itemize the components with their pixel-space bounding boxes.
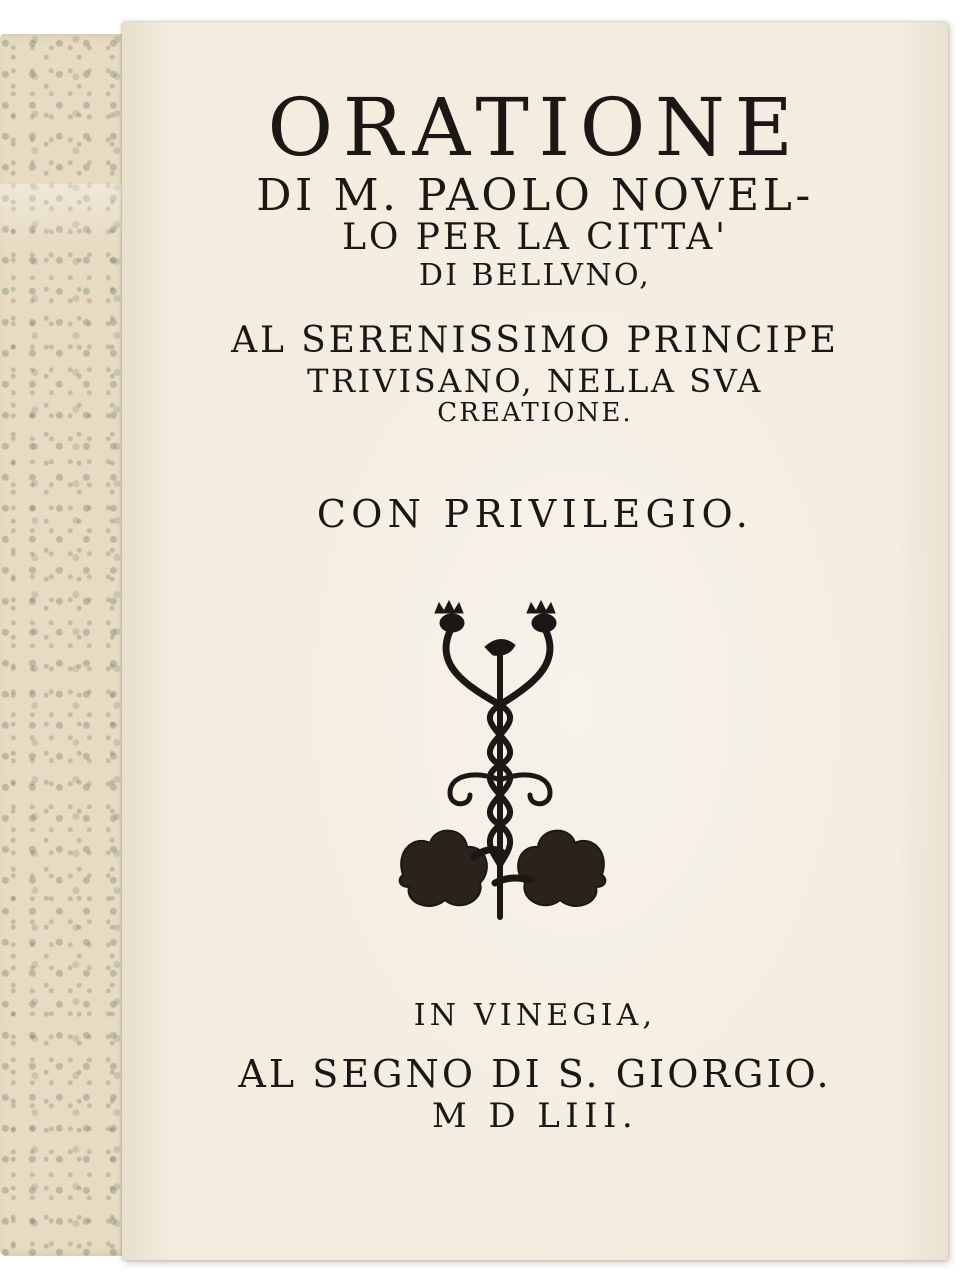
imprint-year: M D LIII. [431, 1096, 639, 1136]
dedication-line-3: CREATIONE. [437, 398, 633, 428]
dedication-line-2: TRIVISANO, NELLA SVA [307, 362, 763, 400]
privilege-line: CON PRIVILEGIO. [316, 492, 754, 536]
title-author-line: DI M. PAOLO NOVEL- [256, 170, 814, 221]
imprint-city: IN VINEGIA, [413, 998, 657, 1033]
dedication-line-1: AL SERENISSIMO PRINCIPE [231, 320, 839, 361]
title-oratione: ORATIONE [267, 81, 803, 174]
imprint-sign: AL SEGNO DI S. GIORGIO. [238, 1052, 832, 1096]
title-city-line: LO PER LA CITTA' [342, 217, 728, 258]
caduceus-printer-device-icon [395, 595, 610, 930]
title-belluno-line: DI BELLVNO, [418, 258, 652, 293]
